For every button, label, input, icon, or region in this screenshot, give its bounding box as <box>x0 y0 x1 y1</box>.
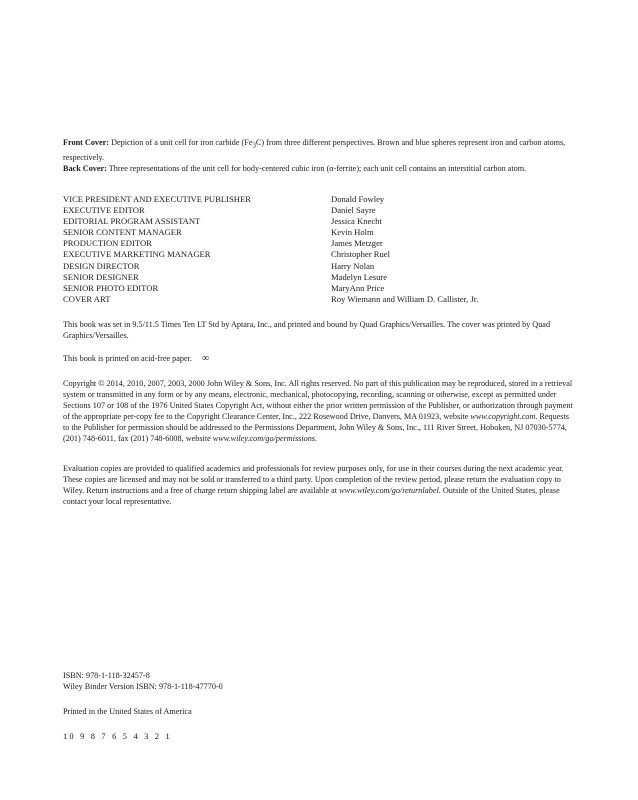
credit-name: Daniel Sayre <box>331 205 376 216</box>
credit-row <box>63 227 583 238</box>
copyright-text-c: . <box>314 434 318 444</box>
isbn-block <box>63 670 223 692</box>
credit-row <box>63 249 583 260</box>
credit-name: Kevin Holm <box>331 227 374 238</box>
credit-row <box>63 194 583 205</box>
back-cover-label: Back Cover: <box>63 163 107 173</box>
credit-role: EXECUTIVE MARKETING MANAGER <box>63 249 211 260</box>
credit-role: SENIOR PHOTO EDITOR <box>63 282 159 293</box>
credit-row <box>63 272 583 283</box>
credit-row <box>63 294 583 305</box>
credit-name: MaryAnn Price <box>331 282 385 293</box>
credit-role: DESIGN DIRECTOR <box>63 260 140 271</box>
staff-credits <box>63 194 583 305</box>
credit-name: Madelyn Lesure <box>331 271 388 282</box>
credit-name: Jessica Knecht <box>331 216 382 227</box>
credit-row <box>63 205 583 216</box>
credit-role: SENIOR DESIGNER <box>63 271 139 282</box>
acid-free-note <box>63 353 209 364</box>
binder-isbn-line: Wiley Binder Version ISBN: 978-1-118-47770-0 <box>63 682 223 692</box>
printed-in-note: Printed in the United States of America <box>63 707 192 716</box>
credit-row <box>63 283 583 294</box>
acid-free-text: This book is printed on acid-free paper. <box>63 354 192 363</box>
credit-name: Harry Nolan <box>331 260 375 271</box>
isbn-line: ISBN: 978-1-118-32457-8 <box>63 671 150 680</box>
credit-name: Roy Wiemann and William D. Callister, Jr. <box>331 293 479 304</box>
front-cover-note <box>63 137 575 163</box>
credit-role: EDITORIAL PROGRAM ASSISTANT <box>63 216 201 227</box>
copyright-notice <box>63 378 575 445</box>
credit-name: Christopher Ruel <box>331 249 390 260</box>
front-cover-text-a: Depiction of a unit cell for iron carbide (Fe <box>109 138 253 147</box>
credit-name: James Metzger <box>331 238 383 249</box>
credit-role: SENIOR CONTENT MANAGER <box>63 227 182 238</box>
evaluation-text-a: Evaluation copies are provided to qualified academics and professionals for review purposes only, for use in their courses during the next academic year. These copies are licensed and may not be sold or transferred to a third party. Upon completion of the review period, please return the evaluation copy to Wiley. Return instructions and a free of charge return shipping label are available at <box>63 464 564 496</box>
front-cover-subscript: 3 <box>252 142 256 150</box>
copyright-text-a: Copyright © 2014, 2010, 2007, 2003, 2000 John Wiley & Sons, Inc. All rights reserved. No part of this publication may be reproduced, stored in a retrieval system or transmitted in any form or by any means, electronic, mechanical, photocopying, recording, scanning or otherwise, except as permitted under Sections 107 or 108 of the 1976 United States Copyright Act, without either the prior written permission of the Publisher, or authorization through payment of the appropriate per-copy fee to the Copyright Clearance Center, Inc., 222 Rosewood Drive, Danvers, MA 01923, website <box>63 379 573 422</box>
credit-name: Donald Fowley <box>331 194 385 204</box>
front-cover-label: Front Cover: <box>63 138 110 147</box>
evaluation-notice <box>63 463 575 507</box>
printer-key: 10 9 8 7 6 5 4 3 2 1 <box>63 732 172 741</box>
typesetting-note: This book was set in 9.5/11.5 Times Ten LT Std by Aptara, Inc., and printed and bound by Quad Graphics/Versailles. The cover was printed by Quad Graphics/Versailles. <box>63 320 551 340</box>
copyright-link[interactable]: www.copyright.com <box>470 412 536 422</box>
credit-row <box>63 216 583 227</box>
credit-role: COVER ART <box>63 293 111 304</box>
return-label-link[interactable]: www.wiley.com/go/returnlabel <box>339 486 439 496</box>
cover-description <box>63 137 575 174</box>
evaluation-text-b: . Outside of the United States, please contact your local representative. <box>63 486 560 507</box>
credit-role: VICE PRESIDENT AND EXECUTIVE PUBLISHER <box>63 194 251 204</box>
credit-role: EXECUTIVE EDITOR <box>63 205 145 216</box>
infinity-icon: ∞ <box>201 353 210 364</box>
credit-role: PRODUCTION EDITOR <box>63 238 152 249</box>
credit-row <box>63 261 583 272</box>
copyright-text-b: . Requests to the Publisher for permission should be addressed to the Permissions Department, John Wiley & Sons, Inc., 111 River Street, Hoboken, NJ 07030-5774, (201) 748-6011, fax (201) 748-6008, website <box>63 412 569 444</box>
permissions-link[interactable]: www.wiley.com/go/permissions <box>212 434 315 444</box>
back-cover-note <box>63 163 575 174</box>
credit-row <box>63 238 583 249</box>
front-cover-text-b: C) from three different perspectives. Brown and blue spheres represent iron and carbon atoms, respectively. <box>63 138 566 162</box>
back-cover-text: Three representations of the unit cell for body-centered cubic iron (α-ferrite); each unit cell contains an interstitial carbon atom. <box>106 163 527 173</box>
